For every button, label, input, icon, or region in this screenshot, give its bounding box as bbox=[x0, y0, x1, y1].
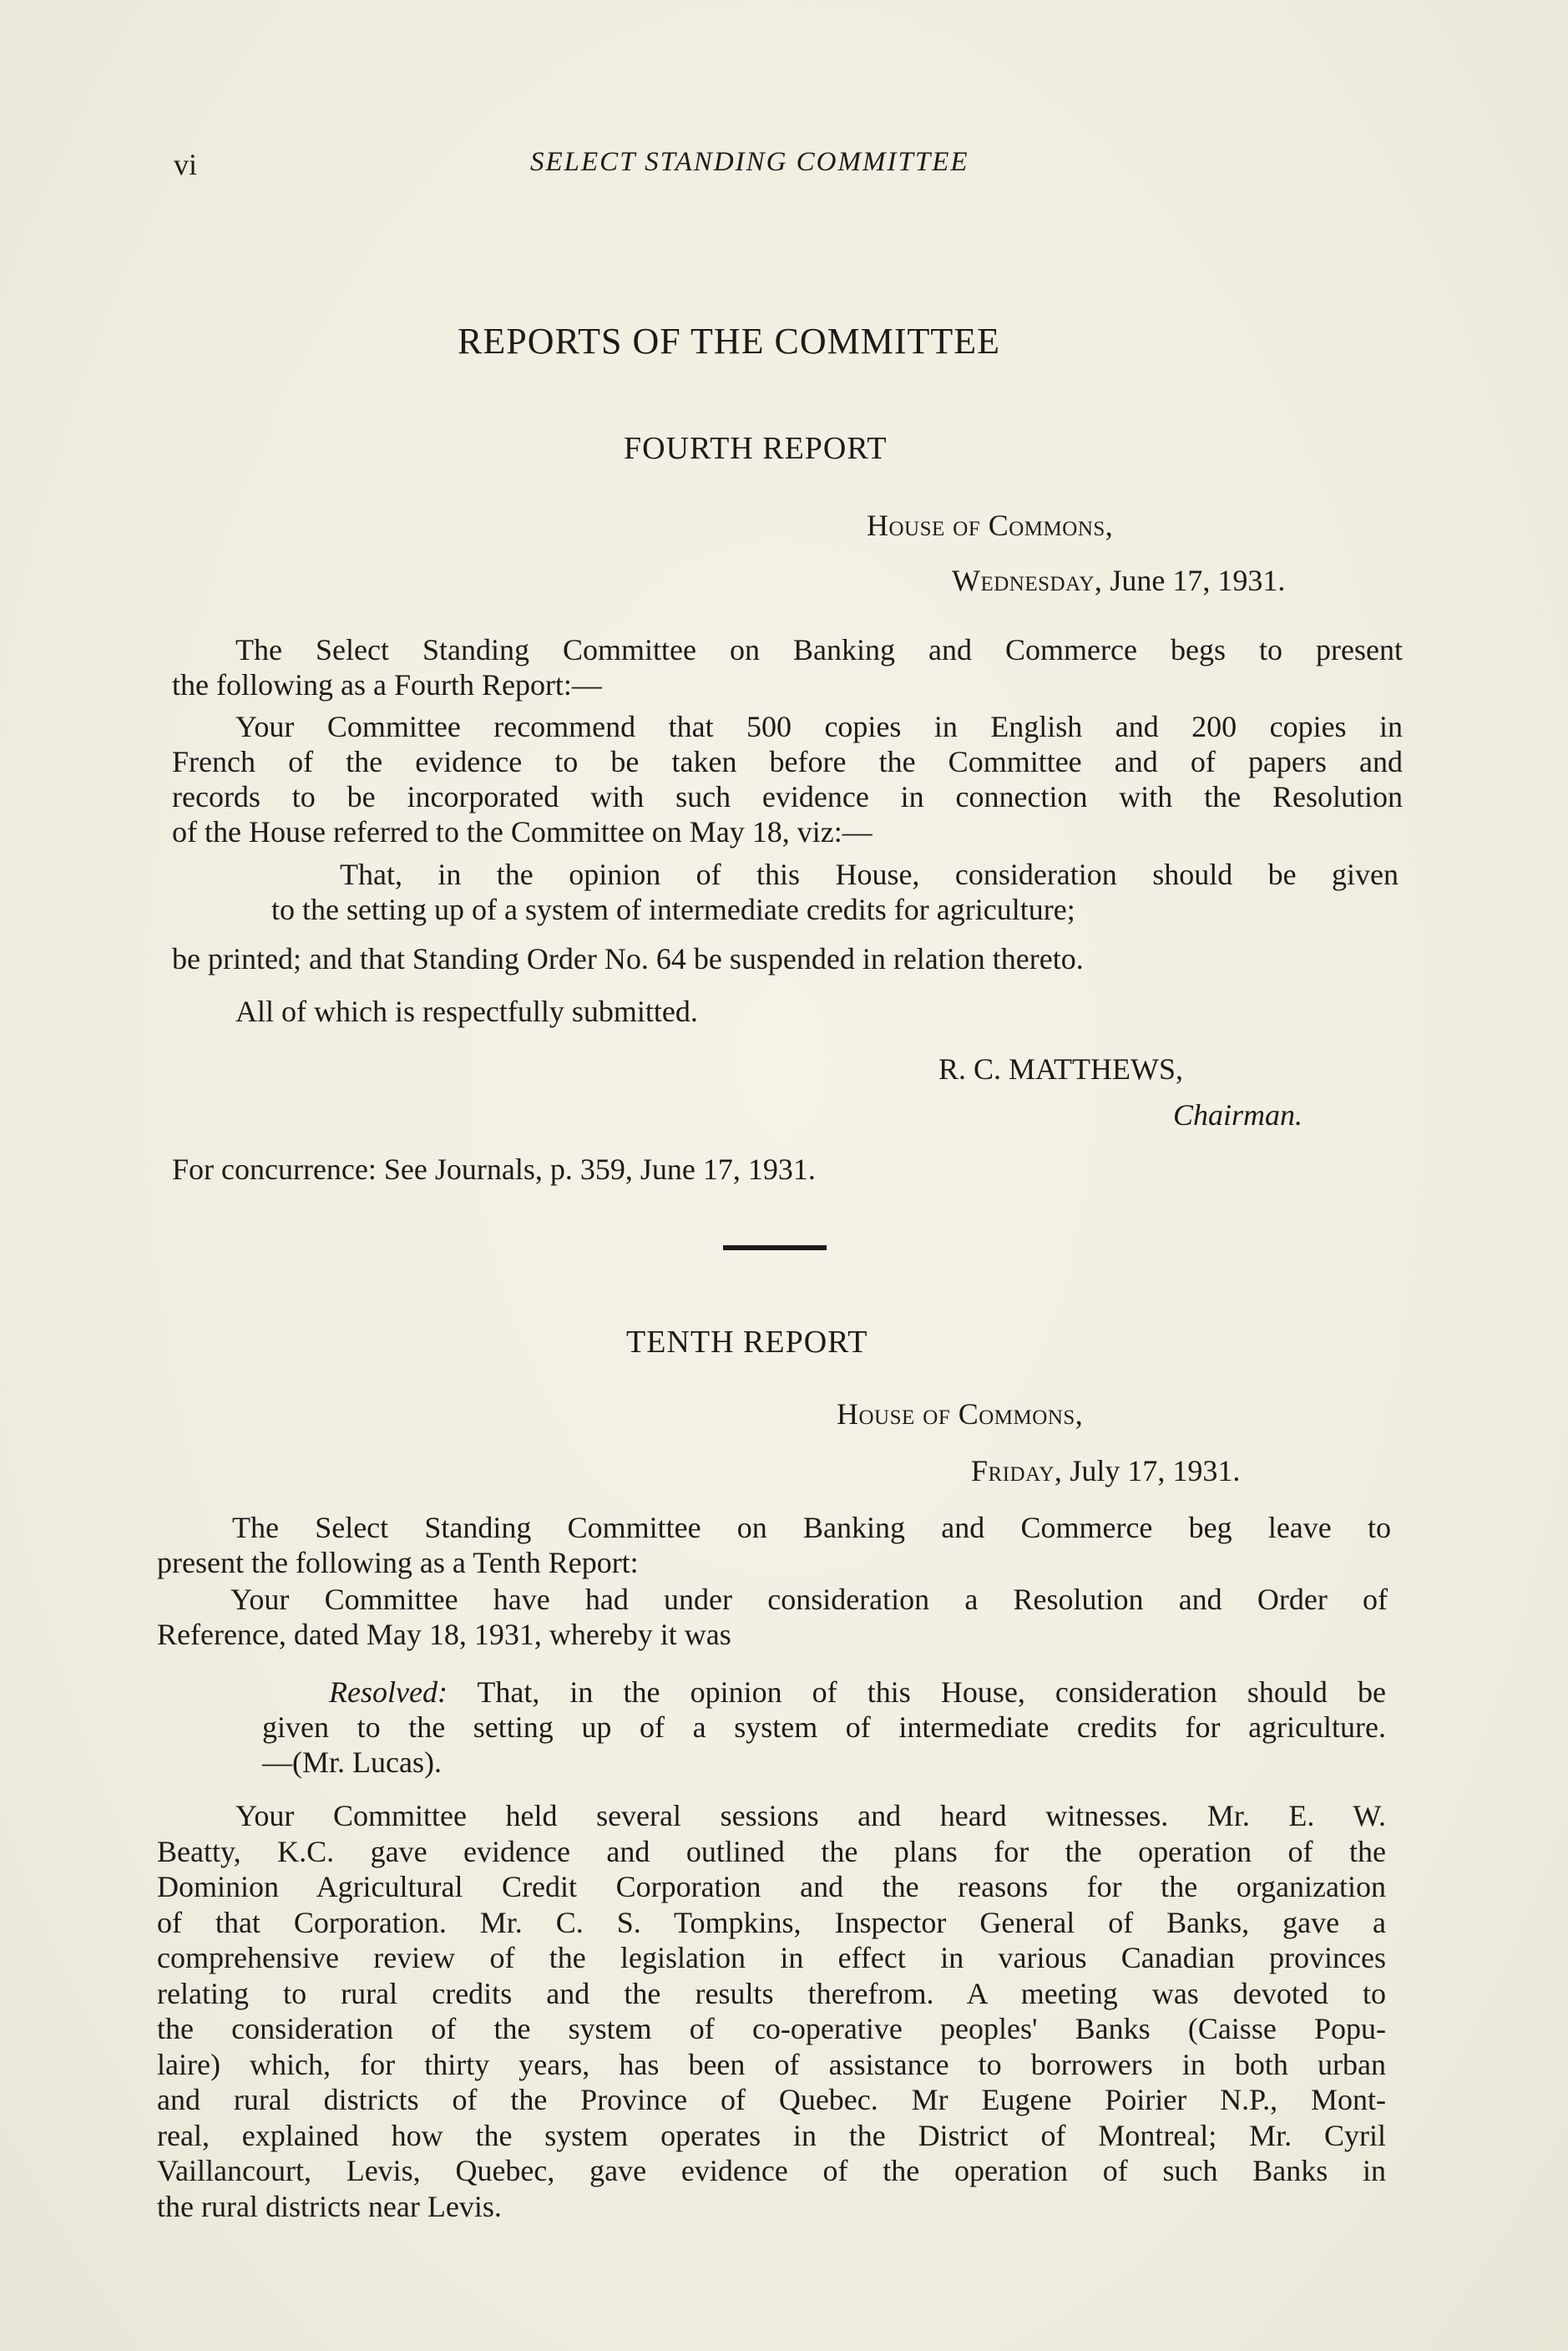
text-line: present the following as a Tenth Report: bbox=[157, 1546, 639, 1579]
tenth-paragraph-3 bbox=[157, 1798, 1386, 2224]
text-line: Dominion Agricultural Credit Corporation and the reasons for the organization bbox=[157, 1870, 1386, 1903]
text-line: laire) which, for thirty years, has been of assistance to borrowers in both urban bbox=[157, 2047, 1386, 2081]
page-number: vi bbox=[174, 148, 198, 181]
text-line: Your Committee recommend that 500 copies in English and 200 copies in bbox=[235, 710, 1403, 743]
text-line: That, in the opinion of this House, consideration should be given bbox=[340, 858, 1399, 891]
fourth-date-day: Wednesday, bbox=[952, 564, 1103, 597]
running-title: SELECT STANDING COMMITTEE bbox=[530, 147, 969, 177]
section-divider bbox=[723, 1245, 827, 1250]
tenth-paragraph-2 bbox=[157, 1582, 1388, 1652]
fourth-paragraph-4: All of which is respectfully submitted. bbox=[235, 995, 698, 1028]
fourth-house: House of Commons, bbox=[867, 509, 1114, 542]
text-line: comprehensive review of the legislation in effect in various Canadian provinces bbox=[157, 1941, 1386, 1974]
text-line: the rural districts near Levis. bbox=[157, 2189, 502, 2223]
fourth-report-heading: FOURTH REPORT bbox=[624, 431, 888, 466]
fourth-date bbox=[952, 563, 1285, 598]
text-line: of the House referred to the Committee on May 18, viz:— bbox=[172, 815, 873, 849]
text-line: Vaillancourt, Levis, Quebec, gave evidence of the operation of such Banks in bbox=[157, 2154, 1386, 2187]
text-line: Your Committee held several sessions and heard witnesses. Mr. E. W. bbox=[235, 1799, 1386, 1832]
fourth-paragraph-3: be printed; and that Standing Order No. 64 be suspended in relation thereto. bbox=[172, 942, 1084, 975]
resolution-text: That, in the opinion of this House, consideration should be bbox=[477, 1675, 1386, 1709]
text-line: —(Mr. Lucas). bbox=[262, 1746, 442, 1779]
text-line: The Select Standing Committee on Banking and Commerce beg leave to bbox=[232, 1511, 1391, 1544]
text-line bbox=[262, 1675, 1386, 1710]
text-line: given to the setting up of a system of intermediate credits for agriculture. bbox=[262, 1710, 1386, 1744]
text-line: the consideration of the system of co-operative peoples' Banks (Caisse Popu- bbox=[157, 2012, 1386, 2045]
page-title: REPORTS OF THE COMMITTEE bbox=[458, 321, 1001, 362]
text-line: of that Corporation. Mr. C. S. Tompkins, Inspector General of Banks, gave a bbox=[157, 1905, 1386, 1939]
text-line: The Select Standing Committee on Banking and Commerce begs to present bbox=[235, 633, 1403, 666]
text-line: Your Committee have had under consideration a Resolution and Order of bbox=[230, 1583, 1388, 1616]
text-line: to the setting up of a system of intermediate credits for agriculture; bbox=[271, 893, 1075, 926]
fourth-quote bbox=[271, 857, 1399, 927]
fourth-paragraph-2 bbox=[172, 709, 1403, 849]
tenth-date bbox=[971, 1453, 1240, 1488]
text-line: and rural districts of the Province of Quebec. Mr Eugene Poirier N.P., Mont- bbox=[157, 2083, 1386, 2116]
text-line: records to be incorporated with such evidence in connection with the Resolution bbox=[172, 780, 1403, 813]
fourth-concurrence: For concurrence: See Journals, p. 359, June 17, 1931. bbox=[172, 1153, 816, 1186]
tenth-house: House of Commons, bbox=[837, 1397, 1084, 1431]
fourth-signature: R. C. MATTHEWS, bbox=[938, 1052, 1184, 1086]
text-line: Beatty, K.C. gave evidence and outlined the plans for the operation of the bbox=[157, 1834, 1386, 1868]
tenth-resolution bbox=[262, 1675, 1386, 1780]
tenth-date-rest: July 17, 1931. bbox=[1070, 1454, 1241, 1487]
text-line: the following as a Fourth Report:— bbox=[172, 668, 602, 702]
text-line: real, explained how the system operates in the District of Montreal; Mr. Cyril bbox=[157, 2118, 1386, 2152]
text-line: French of the evidence to be taken before the Committee and of papers and bbox=[172, 745, 1403, 778]
fourth-paragraph-1 bbox=[172, 632, 1403, 702]
tenth-date-day: Friday, bbox=[971, 1454, 1063, 1487]
resolved-label: Resolved: bbox=[329, 1675, 448, 1709]
text-line: relating to rural credits and the results therefrom. A meeting was devoted to bbox=[157, 1976, 1386, 2010]
tenth-report-heading: TENTH REPORT bbox=[626, 1325, 868, 1360]
fourth-date-rest: June 17, 1931. bbox=[1110, 564, 1286, 597]
fourth-signature-role: Chairman. bbox=[1173, 1098, 1303, 1132]
tenth-paragraph-1 bbox=[157, 1510, 1391, 1580]
text-line: Reference, dated May 18, 1931, whereby it was bbox=[157, 1618, 731, 1651]
